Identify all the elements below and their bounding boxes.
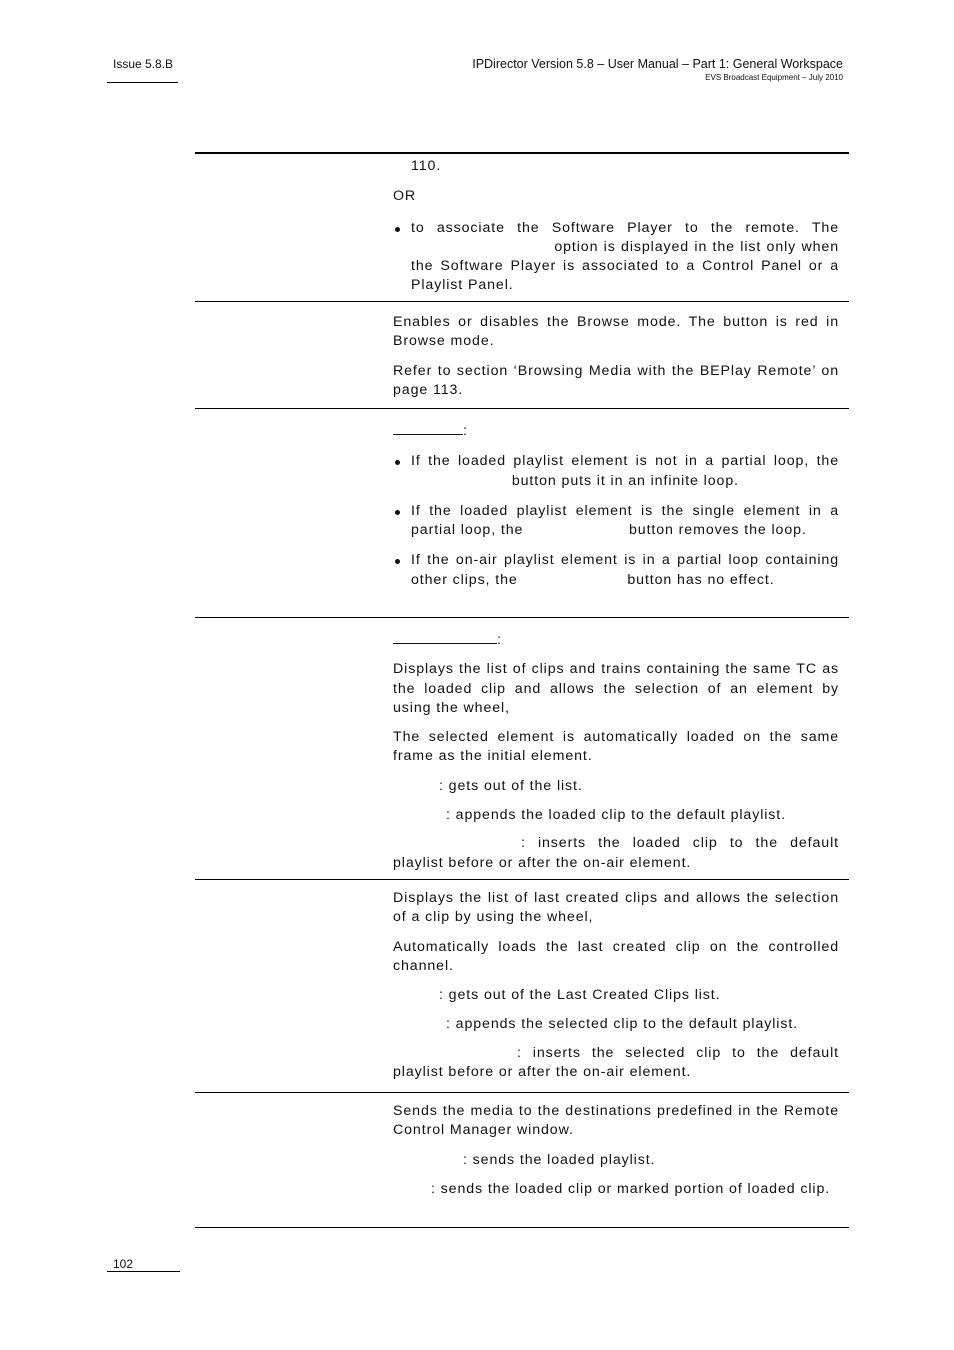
bullet-text: If the loaded playlist element is the single element in a partial loop, the <box>411 502 839 539</box>
paragraph: Displays the list of last created clips and allows the selection of a clip by using the wheel, <box>393 890 839 926</box>
paragraph <box>393 777 839 796</box>
bullet-text: to associate the Software Player to the remote. The <box>411 219 839 236</box>
paragraph <box>393 629 839 650</box>
table-row <box>195 618 849 880</box>
description-cell <box>393 420 839 590</box>
text: : sends the loaded playlist. <box>463 1151 656 1168</box>
paragraph: 110. <box>411 158 442 174</box>
table-row <box>195 154 849 302</box>
text: : appends the selected clip to the default playlist. <box>446 1016 799 1033</box>
bullet-text: If the on-air playlist element is in a partial loop containing other clips, the <box>411 552 839 588</box>
list-item <box>393 551 839 590</box>
list-item <box>393 502 839 541</box>
table-row <box>195 302 849 409</box>
text: : gets out of the list. <box>439 777 583 794</box>
text: : inserts the loaded clip to the default playlist before or after the on-air element. <box>393 835 839 871</box>
text: : appends the loaded clip to the default playlist. <box>446 807 786 824</box>
paragraph <box>393 806 839 825</box>
description-cell <box>393 629 839 873</box>
header-left-rule <box>107 82 178 83</box>
description-cell <box>393 1102 839 1199</box>
underlined-term-placeholder <box>393 420 463 435</box>
paragraph: Automatically loads the last created clip on the controlled channel. <box>393 938 839 974</box>
table-row <box>195 1093 849 1228</box>
paragraph <box>393 986 839 1005</box>
issue-label: Issue 5.8.B <box>113 57 174 71</box>
list-item <box>393 219 839 296</box>
table-row <box>195 880 849 1093</box>
table-row <box>195 409 849 618</box>
paragraph <box>393 1015 839 1034</box>
description-cell <box>393 313 839 400</box>
paragraph: Enables or disables the Browse mode. The button is red in Browse mode. <box>393 314 839 350</box>
underlined-term-placeholder <box>393 629 497 644</box>
description-cell <box>393 889 839 1082</box>
paragraph <box>393 1151 839 1170</box>
paragraph: OR <box>393 188 417 205</box>
paragraph <box>393 1180 839 1199</box>
paragraph: Sends the media to the destinations predefined in the Remote Control Manager window. <box>393 1103 839 1139</box>
bullet-text: button has no effect. <box>627 571 775 588</box>
bullet-text: button puts it in an infinite loop. <box>511 472 739 489</box>
text: : gets out of the Last Created Clips list. <box>439 987 721 1004</box>
text: : sends the loaded clip or marked portion of loaded clip. <box>431 1180 831 1197</box>
list-item <box>393 452 839 491</box>
bullet-text: button removes the loop. <box>629 522 807 539</box>
page-number: 102 <box>113 1257 134 1271</box>
bullet-text: If the loaded playlist element is not in a partial loop, the <box>411 453 839 470</box>
paragraph: The selected element is automatically loaded on the same frame as the initial element. <box>393 729 839 765</box>
paragraph <box>393 420 839 441</box>
colon: : <box>463 423 468 439</box>
button-description-table <box>195 152 849 1228</box>
paragraph <box>393 1044 839 1083</box>
paragraph <box>393 834 839 873</box>
description-cell <box>393 157 839 296</box>
bullet-text: option is displayed in the list only when the Software Player is associated to a Control Panel or a Playlist Panel. <box>411 238 839 294</box>
footer-rule <box>107 1271 180 1272</box>
paragraph: Displays the list of clips and trains containing the same TC as the loaded clip and allows the selection of an element by using the wheel, <box>393 661 839 716</box>
paragraph: Refer to section ‘Browsing Media with the BEPlay Remote’ on page 113. <box>393 362 839 398</box>
colon: : <box>497 632 502 648</box>
text: : inserts the selected clip to the default playlist before or after the on-air element. <box>393 1044 839 1081</box>
document-subtitle: EVS Broadcast Equipment – July 2010 <box>705 73 843 82</box>
header-right <box>472 57 843 82</box>
document-title: IPDirector Version 5.8 – User Manual – Part 1: General Workspace <box>472 57 843 71</box>
